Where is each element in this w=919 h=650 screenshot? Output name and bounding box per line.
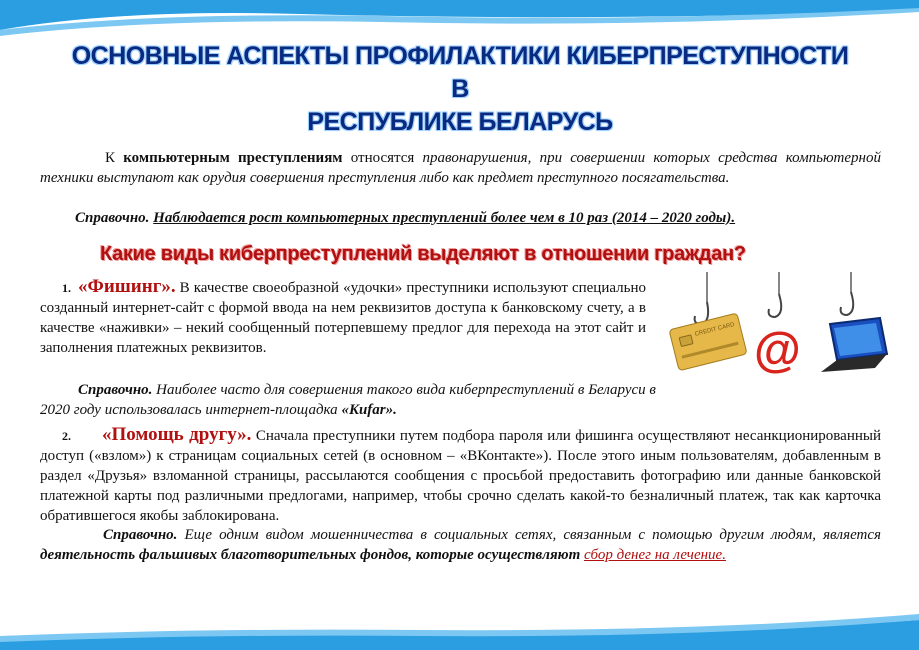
item-help-number: 2.: [62, 429, 71, 443]
note-charity-text: Еще одним видом мошенничества в социальных сетях, связанным с помощью другим людям, является: [184, 527, 881, 543]
page-title: [60, 40, 860, 139]
note-kufar: [40, 380, 660, 420]
credit-card-icon: [669, 313, 747, 371]
item-phishing-text: В качестве своеобразной «удочки» преступники используют специально созданный интернет-сайт с формой ввода на нем реквизитов доступа к банковскому счету, а в качестве «наживки» – некий сообщенный потерпевшему предлог для перехода на этот сайт и заполнения платежных реквизитов.: [40, 280, 646, 356]
at-icon: @: [754, 324, 801, 377]
note-charity-bold: деятельность фальшивых благотворительных фондов, которые осуществляют: [40, 547, 581, 563]
page-title-line2: РЕСПУБЛИКЕ БЕЛАРУСЬ: [307, 108, 613, 136]
note-growth-label: Справочно.: [75, 210, 150, 226]
item-phishing-number: 1.: [62, 281, 71, 295]
item-help-text: Сначала преступники путем подбора пароля или фишинга осуществляют несанкционированный доступ («взлом») к страницам социальных сетей (в основном – «ВКонтакте»). После этого иным пользователям, добавленным в раздел «Друзья» взломанной страницы, рассылаются сообщения с просьбой предоставить фотографию или данные банковской платежной карты под различными предлогами, например, чтобы срочно сделать какой-то безналичный платеж, так как карточка обратившегося якобы заблокирована.: [40, 428, 881, 524]
page-title-line1: ОСНОВНЫЕ АСПЕКТЫ ПРОФИЛАКТИКИ КИБЕРПРЕСТУПНОСТИ В: [71, 42, 849, 103]
note-kufar-text: Наиболее часто для совершения такого вида киберпреступлений в Беларуси в 2020 году использовалась интернет-площадка: [40, 382, 656, 418]
phishing-illustration: [655, 272, 895, 392]
item-help-friend: [40, 425, 881, 526]
intro-k: К: [105, 150, 116, 166]
note-charity-label: Справочно.: [103, 527, 178, 543]
note-kufar-label: Справочно.: [78, 382, 153, 398]
note-growth: [40, 208, 881, 228]
item-phishing-title: «Фишинг».: [78, 276, 176, 297]
note-charity: [40, 525, 881, 565]
item-help-title: «Помощь другу».: [102, 424, 252, 445]
section-subheading: Какие виды киберпреступлений выделяют в отношении граждан?: [100, 243, 746, 265]
card-label: CREDIT CARD: [694, 322, 736, 338]
note-kufar-site: «Kufar».: [341, 402, 397, 418]
intro-plain: относятся: [350, 150, 415, 166]
intro-paragraph: [40, 148, 881, 188]
bottom-decorative-frame: [0, 610, 919, 650]
item-phishing: [40, 277, 646, 358]
top-decorative-frame: [0, 0, 919, 40]
intro-bold-term: компьютерным преступлениям: [123, 150, 343, 166]
intro-definition: правонарушения, при совершении которых средства компьютерной техники выступают как орудия совершения преступления либо как предмет преступного посягательства.: [40, 150, 881, 186]
note-growth-text: Наблюдается рост компьютерных преступлений более чем в 10 раз (2014 – 2020 годы).: [153, 210, 736, 226]
note-charity-link[interactable]: сбор денег на лечение.: [584, 547, 726, 563]
laptop-icon: [821, 318, 887, 372]
